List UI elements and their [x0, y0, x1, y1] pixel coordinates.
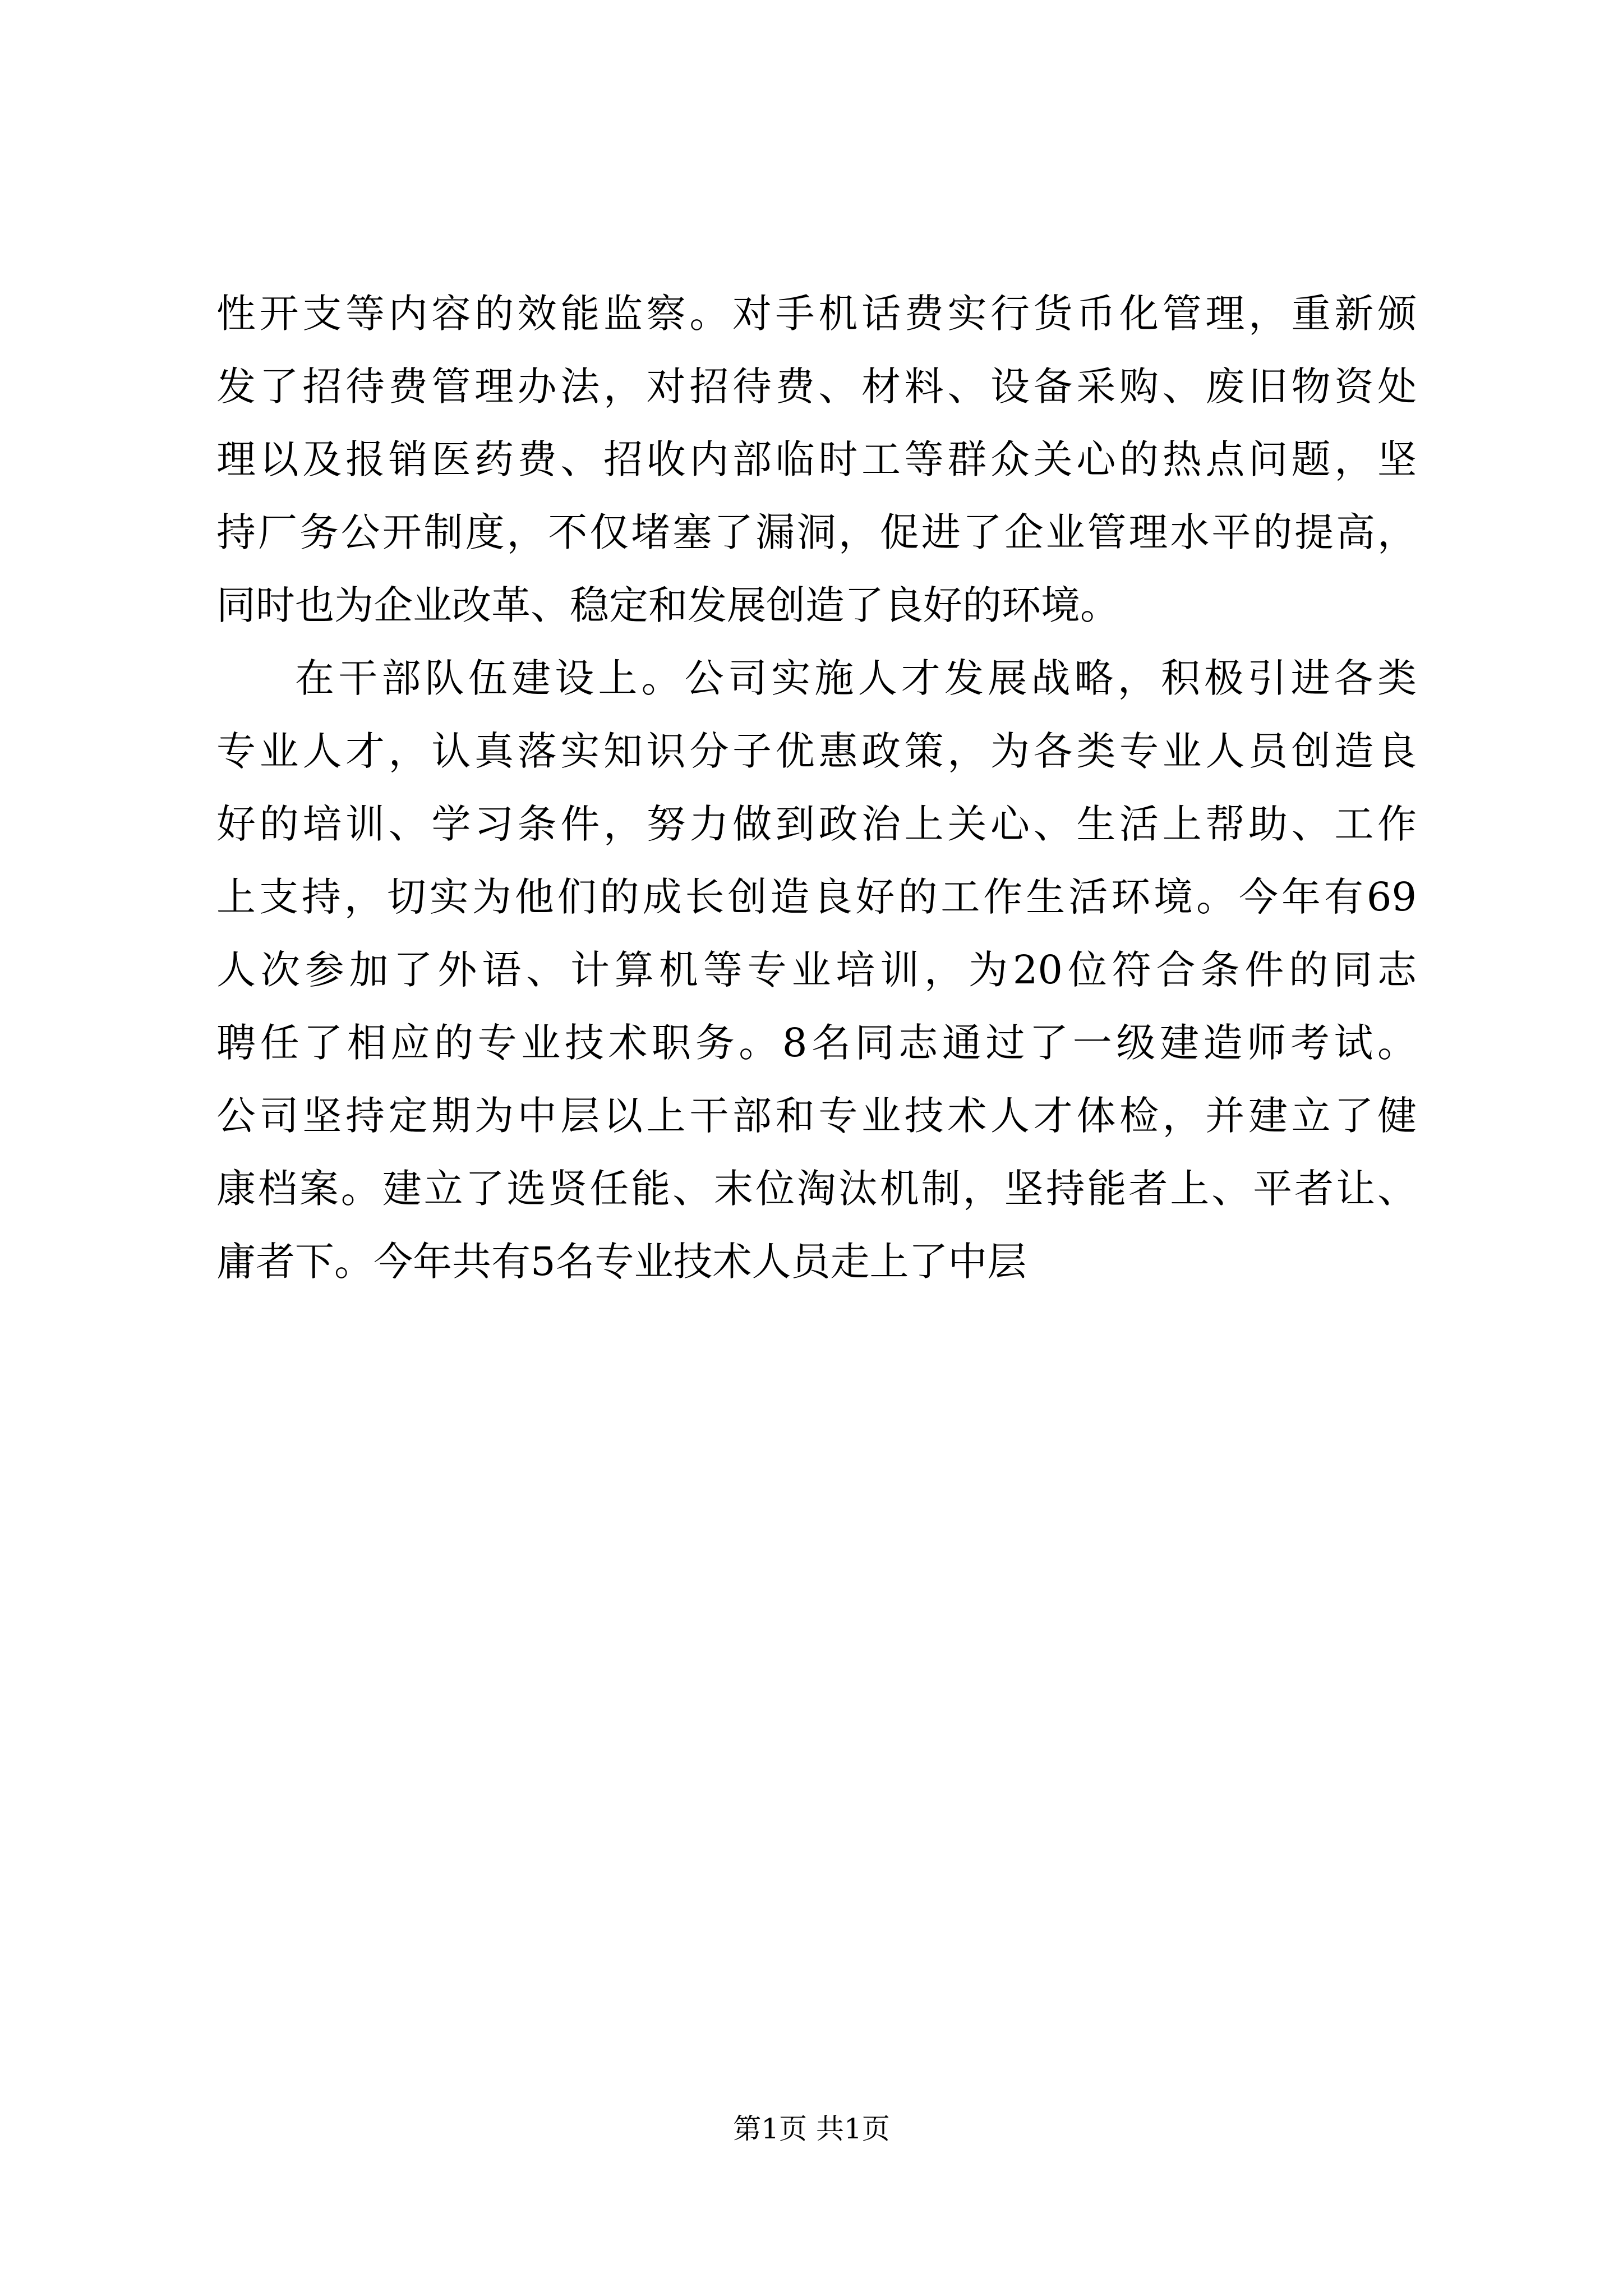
text-line: 性开支等内容的效能监察。对手机话费实行货币化管理，重新颁 [216, 291, 1417, 337]
text-line: 好的培训、学习条件，努力做到政治上关心、生活上帮助、工作 [216, 801, 1417, 847]
text-line: 庸者下。今年共有5名专业技术人员走上了中层 [216, 1239, 1027, 1285]
text-line: 公司坚持定期为中层以上干部和专业技术人才体检，并建立了健 [216, 1093, 1417, 1139]
text-line: 上支持，切实为他们的成长创造良好的工作生活环境。今年有69 [216, 874, 1417, 920]
text-line: 专业人才，认真落实知识分子优惠政策，为各类专业人员创造良 [216, 728, 1417, 774]
text-line: 聘任了相应的专业技术职务。8名同志通过了一级建造师考试。 [216, 1020, 1417, 1066]
text-line: 人次参加了外语、计算机等专业培训，为20位符合条件的同志 [216, 947, 1417, 993]
text-line: 理以及报销医药费、招收内部临时工等群众关心的热点问题，坚 [216, 436, 1417, 482]
page-footer: 第1页 共1页 [733, 2113, 890, 2145]
text-line: 康档案。建立了选贤任能、末位淘汰机制，坚持能者上、平者让、 [216, 1166, 1417, 1212]
text-line: 同时也为企业改革、稳定和发展创造了良好的环境。 [216, 582, 1119, 628]
text-line: 在干部队伍建设上。公司实施人才发展战略，积极引进各类 [295, 655, 1417, 701]
paragraph-2 [216, 642, 1417, 1298]
text-line: 持厂务公开制度，不仅堵塞了漏洞，促进了企业管理水平的提高， [216, 509, 1417, 555]
paragraph-1 [216, 277, 1417, 642]
text-line: 发了招待费管理办法，对招待费、材料、设备采购、废旧物资处 [216, 364, 1417, 409]
document-body [216, 277, 1417, 1298]
